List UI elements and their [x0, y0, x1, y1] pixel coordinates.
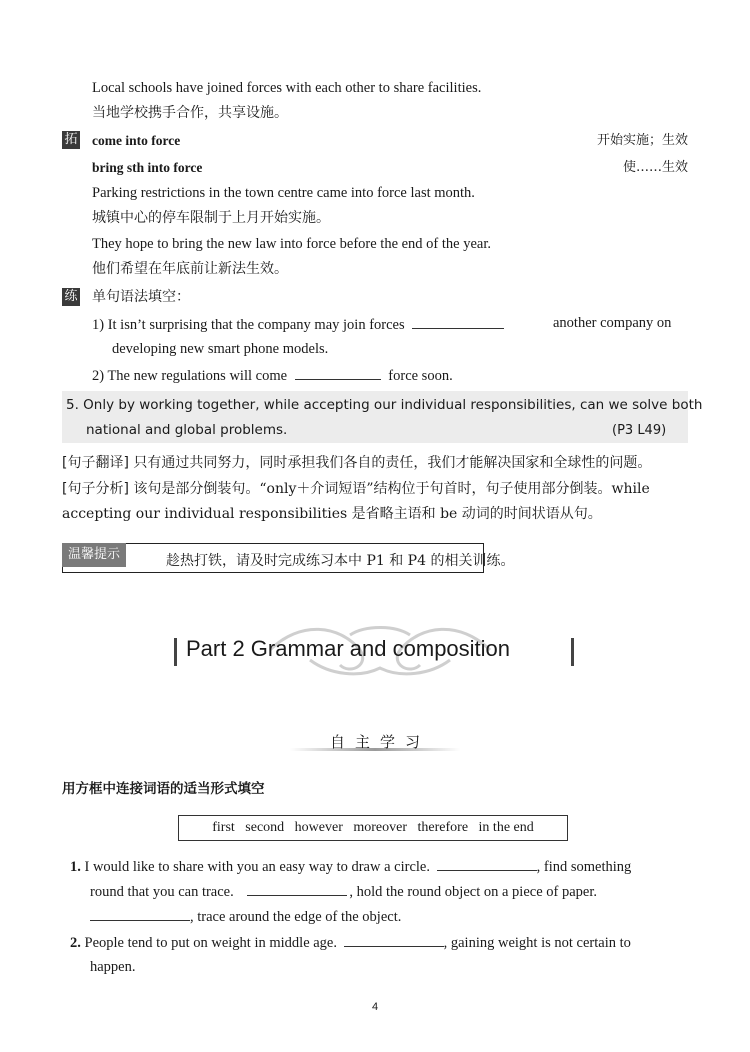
practice-title: 单句语法填空： — [92, 289, 190, 305]
practice-q1-text-b: another company on — [553, 315, 672, 331]
exercise-q2-text-b: , gaining weight is not certain to — [443, 935, 631, 951]
phrase-come-into-force: come into force — [92, 133, 181, 148]
key-sentence-line2: national and global problems. — [86, 422, 288, 438]
key-sentence-line1: 5. Only by working together, while accepting our individual responsibilities, can we solve both — [66, 397, 703, 413]
exercise-q2-text-a: People tend to put on weight in middle age. — [84, 935, 337, 951]
exercise-q1-line3 — [90, 908, 401, 925]
key-sentence-ref: (P3 L49) — [612, 423, 667, 438]
example2-cn: 他们希望在年底前让新法生效。 — [92, 261, 288, 277]
practice-q2-blank[interactable] — [295, 367, 381, 380]
analysis-label: 句子分析 — [67, 481, 124, 497]
title-bar-left — [174, 638, 177, 666]
section-subtitle: 自主学习 — [330, 733, 431, 751]
practice-q1-text-c: developing new smart phone models. — [112, 341, 329, 357]
extend-tag: 拓 — [62, 131, 80, 149]
translation-row — [62, 456, 651, 470]
example-cn: 当地学校携手合作，共享设施。 — [92, 105, 288, 121]
exercise-q1-line2 — [90, 883, 597, 900]
tip-label: 温馨提示 — [62, 543, 126, 567]
analysis-line1: 该句是部分倒装句。“only＋介词短语”结构位于句首时，句子使用部分倒装。while — [133, 481, 650, 497]
title-bar-right — [571, 638, 574, 666]
bracket-close: ] — [123, 455, 129, 471]
exercise-q1-text-c: round that you can trace. — [90, 884, 234, 900]
tip-box — [62, 543, 515, 573]
word-box: first second however moreover therefore in the end — [178, 815, 568, 841]
practice-q2-text-a: 2) The new regulations will come — [92, 368, 288, 384]
exercise-q1-line1 — [70, 858, 631, 875]
exercise-q1-blank3[interactable] — [90, 908, 190, 921]
exercise-q1-text-a: I would like to share with you an easy way to draw a circle. — [84, 859, 430, 875]
practice-q2 — [92, 367, 453, 384]
phrase-bring-into-force: bring sth into force — [92, 160, 203, 175]
exercise-q1-blank2[interactable] — [247, 883, 347, 896]
example2-en: They hope to bring the new law into force before the end of the year. — [92, 236, 492, 252]
part-title: Part 2 Grammar and composition — [186, 636, 511, 661]
exercise-q1-text-d: , hold the round object on a piece of paper. — [349, 884, 597, 900]
practice-q1-text-a: 1) It isn’t surprising that the company may join forces — [92, 317, 405, 333]
translation-label: 句子翻译 — [67, 455, 124, 471]
exercise-q1-number: 1. — [70, 859, 81, 875]
phrase1-translation: 开始实施；生效 — [596, 133, 688, 148]
practice-q2-text-b: force soon. — [388, 368, 453, 384]
exercise-q2-line1 — [70, 934, 631, 951]
exercise-q1-text-e: , trace around the edge of the object. — [190, 909, 402, 925]
exercise-q1-blank1[interactable] — [437, 858, 537, 871]
analysis-line2: accepting our individual responsibilities 是省略主语和 be 动词的时间状语从句。 — [62, 506, 602, 522]
translation-text: 只有通过共同努力，同时承担我们各自的责任，我们才能解决国家和全球性的问题。 — [133, 455, 652, 471]
practice-q1-line1 — [92, 316, 508, 333]
exercise-q1-text-b: , find something — [536, 859, 632, 875]
page-number: 4 — [371, 1001, 379, 1013]
bracket-open: [ — [62, 455, 68, 471]
practice-tag: 练 — [62, 288, 80, 306]
tip-text: 趁热打铁，请及时完成练习本中 P1 和 P4 的相关训练。 — [166, 553, 515, 569]
bracket-open: [ — [62, 481, 68, 497]
exercise-q2-number: 2. — [70, 935, 81, 951]
exercise-q2-text-c: happen. — [90, 959, 136, 975]
bracket-close: ] — [123, 481, 129, 497]
example-en: Local schools have joined forces with each other to share facilities. — [92, 80, 482, 96]
exercise-q2-blank[interactable] — [344, 934, 444, 947]
practice-q1-blank[interactable] — [412, 316, 504, 329]
exercise-instruction: 用方框中连接词语的适当形式填空 — [62, 781, 265, 797]
example1-cn: 城镇中心的停车限制于上月开始实施。 — [92, 210, 330, 226]
example1-en: Parking restrictions in the town centre came into force last month. — [92, 185, 475, 201]
phrase2-translation: 使……生效 — [622, 160, 688, 175]
analysis-row — [62, 482, 650, 496]
